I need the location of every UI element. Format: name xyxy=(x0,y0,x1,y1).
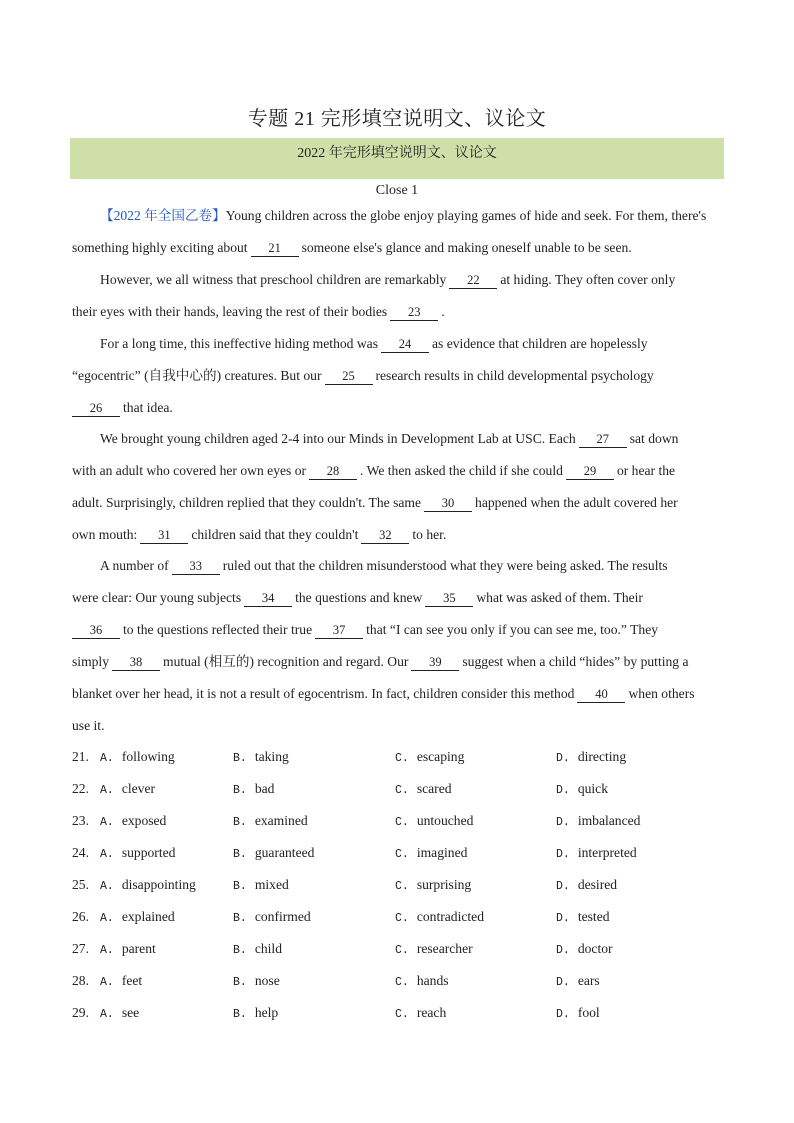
option-text: taking xyxy=(254,749,289,764)
option-text: following xyxy=(121,749,175,764)
option-text: disappointing xyxy=(121,877,196,892)
option-letter: D. xyxy=(556,784,570,797)
passage-line xyxy=(72,646,724,678)
passage-text: blanket over her head, it is not a result of egocentrism. In fact, children consider this method xyxy=(72,686,575,701)
question-number: 29. xyxy=(72,1005,89,1020)
blank-36[interactable]: 36 xyxy=(72,623,120,639)
option-text: exposed xyxy=(121,813,167,828)
option-text: see xyxy=(121,1005,140,1020)
option-text: examined xyxy=(254,813,308,828)
option-text: child xyxy=(254,941,282,956)
option-b[interactable] xyxy=(233,805,308,839)
option-b[interactable] xyxy=(233,741,289,775)
passage-text: to her. xyxy=(412,527,447,542)
option-text: imagined xyxy=(416,845,468,860)
blank-40[interactable]: 40 xyxy=(577,687,625,703)
option-d[interactable] xyxy=(556,837,637,871)
question-row xyxy=(72,869,724,901)
question-row xyxy=(72,997,724,1029)
passage-line xyxy=(72,614,724,646)
page-title: 专题 21 完形填空说明文、议论文 xyxy=(247,108,547,130)
passage-text: . We then asked the child if she could xyxy=(360,463,563,478)
blank-38[interactable]: 38 xyxy=(112,655,160,671)
question-row xyxy=(72,741,724,773)
option-b[interactable] xyxy=(233,837,314,871)
option-b[interactable] xyxy=(233,965,280,999)
option-letter: D. xyxy=(556,912,570,925)
passage-paragraph-4 xyxy=(72,423,724,551)
option-text: reach xyxy=(416,1005,447,1020)
option-letter: D. xyxy=(556,848,570,861)
option-a[interactable] xyxy=(100,805,166,839)
passage-text: as evidence that children are hopelessly xyxy=(432,336,648,351)
question-number: 26. xyxy=(72,909,89,924)
passage-line xyxy=(72,328,724,360)
section-banner-text: 2022 年完形填空说明文、议论文 xyxy=(297,146,497,161)
option-text: escaping xyxy=(416,749,465,764)
option-b[interactable] xyxy=(233,869,289,903)
blank-23[interactable]: 23 xyxy=(390,305,438,321)
option-text: fool xyxy=(577,1005,600,1020)
option-b[interactable] xyxy=(233,773,274,807)
option-text: imbalanced xyxy=(577,813,641,828)
option-letter: C. xyxy=(395,976,409,989)
passage-text: to the questions reflected their true xyxy=(123,622,313,637)
option-text: interpreted xyxy=(577,845,637,860)
option-letter: D. xyxy=(556,752,570,765)
option-letter: C. xyxy=(395,848,409,861)
passage-paragraph-5 xyxy=(72,550,724,742)
question-row xyxy=(72,837,724,869)
option-d[interactable] xyxy=(556,773,608,807)
cloze-label: Close 1 xyxy=(375,183,419,198)
option-letter: B. xyxy=(233,816,247,829)
question-number: 23. xyxy=(72,813,89,828)
passage-text: ruled out that the children misunderstood what they were being asked. The results xyxy=(222,558,668,573)
option-text: doctor xyxy=(577,941,613,956)
option-letter: A. xyxy=(100,912,114,925)
option-letter: B. xyxy=(233,784,247,797)
option-c[interactable] xyxy=(395,805,473,839)
question-row xyxy=(72,805,724,837)
option-letter: D. xyxy=(556,880,570,893)
option-text: nose xyxy=(254,973,280,988)
passage-text: A number of xyxy=(100,558,169,573)
passage-text: own mouth: xyxy=(72,527,138,542)
blank-28[interactable]: 28 xyxy=(309,464,357,480)
blank-26[interactable]: 26 xyxy=(72,401,120,417)
option-letter: B. xyxy=(233,880,247,893)
option-letter: A. xyxy=(100,784,114,797)
option-letter: A. xyxy=(100,1008,114,1021)
option-c[interactable] xyxy=(395,965,449,999)
passage-text: However, we all witness that preschool children are remarkably xyxy=(100,272,447,287)
blank-34[interactable]: 34 xyxy=(244,591,292,607)
option-text: directing xyxy=(577,749,627,764)
option-text: tested xyxy=(577,909,610,924)
option-a[interactable] xyxy=(100,773,155,807)
option-text: researcher xyxy=(416,941,473,956)
passage-line xyxy=(72,550,724,582)
passage-line xyxy=(72,710,724,742)
passage-paragraph-1 xyxy=(72,200,724,264)
passage-line xyxy=(72,678,724,710)
option-c[interactable] xyxy=(395,773,452,807)
passage-text: use it. xyxy=(72,718,105,733)
passage-text: with an adult who covered her own eyes or xyxy=(72,463,307,478)
blank-24[interactable]: 24 xyxy=(381,337,429,353)
question-number: 25. xyxy=(72,877,89,892)
option-a[interactable] xyxy=(100,997,139,1031)
passage-text: For a long time, this ineffective hiding method was xyxy=(100,336,378,351)
blank-33[interactable]: 33 xyxy=(172,559,220,575)
question-number: 22. xyxy=(72,781,89,796)
option-c[interactable] xyxy=(395,741,464,775)
option-letter: A. xyxy=(100,976,114,989)
passage-line xyxy=(72,582,724,614)
blank-31[interactable]: 31 xyxy=(140,528,188,544)
passage-text: or hear the xyxy=(616,463,676,478)
option-d[interactable] xyxy=(556,965,600,999)
option-letter: D. xyxy=(556,1008,570,1021)
question-row xyxy=(72,965,724,997)
option-d[interactable] xyxy=(556,805,640,839)
option-d[interactable] xyxy=(556,869,617,903)
passage-line xyxy=(72,360,724,392)
passage-text: when others xyxy=(628,686,695,701)
option-a[interactable] xyxy=(100,837,175,871)
option-b[interactable] xyxy=(233,933,282,967)
passage-text: simply xyxy=(72,654,110,669)
blank-27[interactable]: 27 xyxy=(579,432,627,448)
passage-line xyxy=(72,264,724,296)
passage-text: research results in child developmental psychology xyxy=(375,368,654,383)
option-letter: A. xyxy=(100,944,114,957)
option-c[interactable] xyxy=(395,997,446,1031)
option-c[interactable] xyxy=(395,869,471,903)
option-text: feet xyxy=(121,973,143,988)
option-d[interactable] xyxy=(556,933,613,967)
option-letter: C. xyxy=(395,752,409,765)
option-a[interactable] xyxy=(100,901,175,935)
passage-line xyxy=(72,455,724,487)
passage-text: at hiding. They often cover only xyxy=(500,272,676,287)
option-letter: C. xyxy=(395,816,409,829)
option-letter: A. xyxy=(100,848,114,861)
passage-line xyxy=(72,423,724,455)
passage-text: were clear: Our young subjects xyxy=(72,590,242,605)
option-d[interactable] xyxy=(556,901,610,935)
option-text: mixed xyxy=(254,877,289,892)
option-letter: A. xyxy=(100,816,114,829)
passage-paragraph-2 xyxy=(72,264,724,328)
option-b[interactable] xyxy=(233,997,278,1031)
passage-line xyxy=(72,392,724,424)
option-letter: B. xyxy=(233,848,247,861)
option-letter: D. xyxy=(556,944,570,957)
passage-paragraph-3 xyxy=(72,328,724,424)
option-letter: B. xyxy=(233,944,247,957)
blank-35[interactable]: 35 xyxy=(425,591,473,607)
option-letter: B. xyxy=(233,752,247,765)
question-row xyxy=(72,773,724,805)
option-letter: A. xyxy=(100,752,114,765)
option-letter: A. xyxy=(100,880,114,893)
passage-line xyxy=(72,519,724,551)
option-d[interactable] xyxy=(556,741,626,775)
passage-line xyxy=(72,487,724,519)
option-d[interactable] xyxy=(556,997,600,1031)
passage-text: “egocentric” (自我中心的) creatures. But our xyxy=(72,368,322,383)
blank-32[interactable]: 32 xyxy=(361,528,409,544)
option-c[interactable] xyxy=(395,901,484,935)
blank-22[interactable]: 22 xyxy=(449,273,497,289)
option-a[interactable] xyxy=(100,933,156,967)
passage-text: children said that they couldn't xyxy=(191,527,359,542)
blank-30[interactable]: 30 xyxy=(424,496,472,512)
option-letter: D. xyxy=(556,816,570,829)
option-text: clever xyxy=(121,781,156,796)
option-a[interactable] xyxy=(100,869,196,903)
question-number: 24. xyxy=(72,845,89,860)
passage-text: . xyxy=(441,304,445,319)
question-row xyxy=(72,933,724,965)
option-letter: D. xyxy=(556,976,570,989)
option-text: quick xyxy=(577,781,609,796)
blank-21[interactable]: 21 xyxy=(251,241,299,257)
option-letter: C. xyxy=(395,784,409,797)
passage-text: that idea. xyxy=(123,400,173,415)
passage-text: someone else's glance and making oneself unable to be seen. xyxy=(301,240,632,255)
section-banner xyxy=(70,138,724,179)
option-text: contradicted xyxy=(416,909,484,924)
passage-text: something highly exciting about xyxy=(72,240,248,255)
passage-text: Young children across the globe enjoy playing games of hide and seek. For them, there's xyxy=(225,208,707,223)
option-text: bad xyxy=(254,781,275,796)
passage-text: the questions and knew xyxy=(295,590,423,605)
option-text: hands xyxy=(416,973,449,988)
question-number: 27. xyxy=(72,941,89,956)
passage-text: that “I can see you only if you can see me, too.” They xyxy=(366,622,659,637)
question-number: 28. xyxy=(72,973,89,988)
passage-text: their eyes with their hands, leaving the rest of their bodies xyxy=(72,304,388,319)
option-a[interactable] xyxy=(100,741,175,775)
option-text: explained xyxy=(121,909,175,924)
passage-line xyxy=(72,232,724,264)
option-c[interactable] xyxy=(395,933,473,967)
passage-text: suggest when a child “hides” by putting a xyxy=(462,654,689,669)
option-text: parent xyxy=(121,941,156,956)
option-letter: C. xyxy=(395,912,409,925)
passage-text: We brought young children aged 2-4 into our Minds in Development Lab at USC. Each xyxy=(100,431,576,446)
passage-text: mutual (相互的) recognition and regard. Our xyxy=(163,654,409,669)
passage-text: happened when the adult covered her xyxy=(475,495,678,510)
option-b[interactable] xyxy=(233,901,311,935)
option-text: scared xyxy=(416,781,452,796)
blank-25[interactable]: 25 xyxy=(325,369,373,385)
source-tag: 【2022 年全国乙卷】 xyxy=(100,208,226,223)
option-letter: B. xyxy=(233,1008,247,1021)
blank-29[interactable]: 29 xyxy=(566,464,614,480)
passage-text: what was asked of them. Their xyxy=(476,590,643,605)
option-text: confirmed xyxy=(254,909,311,924)
question-number: 21. xyxy=(72,749,89,764)
option-letter: C. xyxy=(395,880,409,893)
option-letter: C. xyxy=(395,1008,409,1021)
passage-line xyxy=(72,200,724,232)
option-text: ears xyxy=(577,973,600,988)
option-text: surprising xyxy=(416,877,472,892)
passage-text: adult. Surprisingly, children replied that they couldn't. The same xyxy=(72,495,422,510)
option-letter: B. xyxy=(233,912,247,925)
option-text: desired xyxy=(577,877,618,892)
option-text: guaranteed xyxy=(254,845,315,860)
option-c[interactable] xyxy=(395,837,467,871)
option-letter: C. xyxy=(395,944,409,957)
option-text: untouched xyxy=(416,813,474,828)
option-a[interactable] xyxy=(100,965,142,999)
option-letter: B. xyxy=(233,976,247,989)
option-text: help xyxy=(254,1005,279,1020)
blank-39[interactable]: 39 xyxy=(411,655,459,671)
passage-text: sat down xyxy=(629,431,679,446)
option-text: supported xyxy=(121,845,176,860)
question-row xyxy=(72,901,724,933)
blank-37[interactable]: 37 xyxy=(315,623,363,639)
passage-line xyxy=(72,296,724,328)
